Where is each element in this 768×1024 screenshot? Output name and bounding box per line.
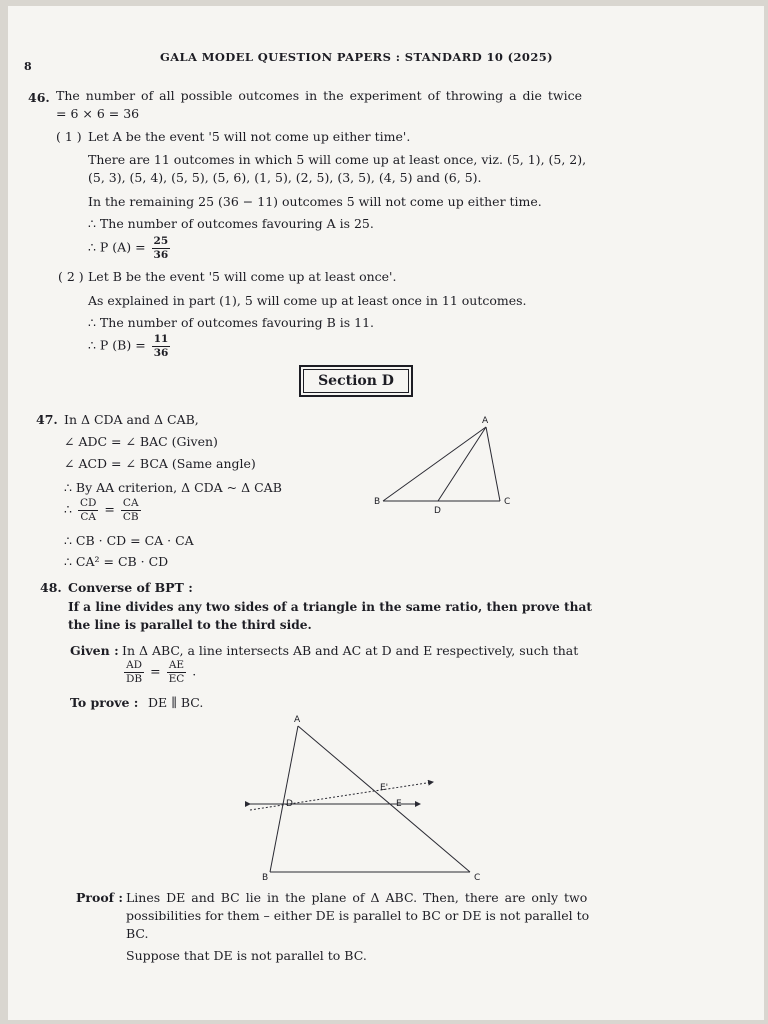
q46-part1-line2: (5, 3), (5, 4), (5, 5), (5, 6), (1, 5), (2, 5), (3, 5), (4, 5) and (6, 5). bbox=[88, 170, 482, 185]
label-e-prime: E' bbox=[380, 783, 389, 793]
q46-part2-probability: ∴ P (B) = $\frac{11}{36}$ bbox=[88, 333, 169, 359]
triangle-figure-q47 bbox=[368, 411, 528, 519]
q46-part1-label: ( 1 ) bbox=[56, 129, 82, 144]
q47-number: 47. bbox=[36, 412, 58, 427]
q47-line7: ∴ CA² = CB · CD bbox=[64, 554, 169, 569]
q48-statement-line2: the line is parallel to the third side. bbox=[68, 618, 312, 632]
dotted-line-de-prime bbox=[250, 782, 433, 810]
q46-part1-line3: In the remaining 25 (36 − 11) outcomes 5 will not come up either time. bbox=[88, 194, 542, 209]
q46-part2-event: Let B be the event '5 will come up at least once'. bbox=[88, 269, 397, 284]
segment-ad bbox=[438, 427, 486, 501]
q46-part2-label: ( 2 ) bbox=[58, 269, 84, 284]
label-e: E bbox=[396, 799, 402, 809]
side-ac bbox=[298, 726, 470, 872]
side-ac bbox=[486, 427, 500, 501]
given-ratio: $\frac{AD}{DB}$ = $\frac{AE}{EC}$ . bbox=[126, 659, 197, 685]
side-ab bbox=[270, 726, 298, 872]
q47-line1: In Δ CDA and Δ CAB, bbox=[64, 412, 199, 427]
label-b: B bbox=[374, 497, 381, 507]
to-prove-text: DE ∥ BC. bbox=[148, 695, 204, 710]
q46-part1-line4: ∴ The number of outcomes favouring A is 25. bbox=[88, 216, 374, 231]
given-label: Given : bbox=[70, 643, 119, 658]
textbook-page bbox=[8, 6, 764, 1020]
q47-line2: ∠ ADC = ∠ BAC (Given) bbox=[64, 434, 218, 449]
q46-part2-line2: ∴ The number of outcomes favouring B is 11. bbox=[88, 315, 375, 330]
label-c: C bbox=[474, 873, 481, 883]
q48-statement-line1: If a line divides any two sides of a triangle in the same ratio, then prove that bbox=[68, 600, 593, 614]
label-a: A bbox=[482, 416, 489, 426]
proof-line2: possibilities for them – either DE is parallel to BC or DE is not parallel to bbox=[126, 908, 590, 923]
given-text: In Δ ABC, a line intersects AB and AC at D and E respectively, such that bbox=[122, 643, 579, 658]
label-b: B bbox=[262, 873, 269, 883]
q48-title: Converse of BPT : bbox=[68, 580, 193, 595]
to-prove-label: To prove : bbox=[70, 695, 139, 710]
q47-line6: ∴ CB · CD = CA · CA bbox=[64, 533, 194, 548]
proof-label: Proof : bbox=[76, 890, 124, 905]
q46-number: 46. bbox=[28, 90, 50, 105]
side-ab bbox=[383, 427, 486, 501]
q46-part1-line1: There are 11 outcomes in which 5 will come up at least once, viz. (5, 1), (5, 2), bbox=[88, 152, 587, 167]
proof-line3: BC. bbox=[126, 926, 149, 941]
q46-intro-total: = 6 × 6 = 36 bbox=[56, 106, 140, 121]
q47-line4: ∴ By AA criterion, Δ CDA ~ Δ CAB bbox=[64, 480, 282, 495]
q48-number: 48. bbox=[40, 580, 62, 595]
section-heading: Section D bbox=[299, 365, 413, 397]
label-c: C bbox=[504, 497, 511, 507]
label-a: A bbox=[294, 715, 301, 725]
q47-ratio: ∴ $\frac{CD}{CA}$ = $\frac{CA}{CB}$ bbox=[64, 497, 139, 523]
label-d: D bbox=[434, 506, 441, 516]
proof-line1: Lines DE and BC lie in the plane of Δ ABC. Then, there are only two bbox=[126, 890, 588, 905]
fraction-11-36: $\frac{11}{36}$ bbox=[153, 333, 169, 359]
q46-part2-line1: As explained in part (1), 5 will come up at least once in 11 outcomes. bbox=[88, 293, 527, 308]
page-header-title: GALA MODEL QUESTION PAPERS : STANDARD 10 (2025) bbox=[160, 50, 553, 64]
q47-line3: ∠ ACD = ∠ BCA (Same angle) bbox=[64, 456, 256, 471]
proof-line4: Suppose that DE is not parallel to BC. bbox=[126, 948, 367, 963]
q46-part1-probability: ∴ P (A) = $\frac{25}{36}$ bbox=[88, 235, 169, 261]
q46-part1-event: Let A be the event '5 will not come up either time'. bbox=[88, 129, 411, 144]
label-d: D bbox=[286, 799, 293, 809]
q46-intro: The number of all possible outcomes in the experiment of throwing a die twice bbox=[56, 88, 583, 103]
triangle-figure-q48 bbox=[238, 712, 481, 884]
page-number: 8 bbox=[24, 60, 32, 73]
fraction-25-36: $\frac{25}{36}$ bbox=[153, 235, 169, 261]
